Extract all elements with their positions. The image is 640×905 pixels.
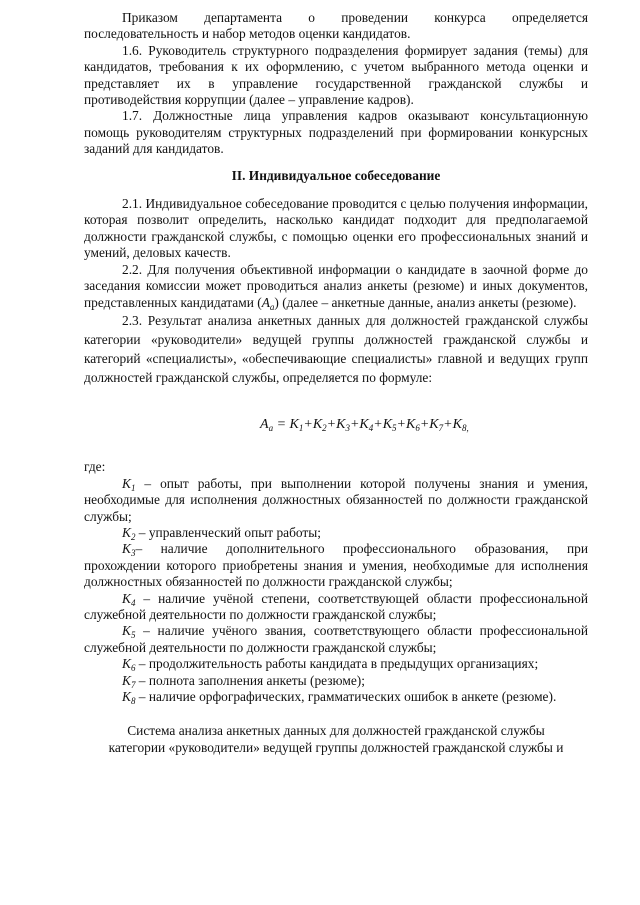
formula-plus: + <box>326 416 337 432</box>
definition-text: – полнота заполнения анкеты (резюме); <box>135 672 365 688</box>
definition-text: – наличие учёной степени, соответствующей области профессиональной служебной деятельности по должности гражданской службы; <box>84 590 588 622</box>
definition-item <box>84 525 588 541</box>
definition-variable: K <box>122 672 131 688</box>
formula-term-subscript: 6 <box>415 422 420 433</box>
formula-plus: + <box>396 416 406 432</box>
definition-subscript: 6 <box>130 663 136 674</box>
definition-subscript: 5 <box>130 630 136 641</box>
formula-term-variable: K <box>336 416 346 432</box>
paragraph-2-2 <box>84 262 588 311</box>
section-heading: II. Индивидуальное собеседование <box>231 167 441 183</box>
paragraph-1-7: 1.7. Должностные лица управления кадров оказывают консультационную помощь руководителям структурных подразделений при формировании конкурсных заданий для кандидатов. <box>84 108 588 157</box>
definition-variable: K <box>122 524 131 540</box>
definition-subscript: 8 <box>130 696 136 706</box>
definition-item <box>84 476 588 525</box>
definition-subscript: 7 <box>130 679 136 690</box>
definition-subscript: 2 <box>130 531 136 542</box>
paragraph-2-3: 2.3. Результат анализа анкетных данных для должностей гражданской службы категории «руководители» ведущей группы должностей гражданской службы и категорий «специалисты», «обеспечивающие специалисты» главной и ведущих групп должностей гражданской службы, определяется по формуле: <box>84 312 588 385</box>
formula-term-subscript: 4 <box>368 422 374 433</box>
formula-lhs-subscript: a <box>268 422 274 433</box>
definition-variable: K <box>122 623 131 639</box>
definition-variable: K <box>122 541 131 557</box>
formula-term-subscript: 8, <box>461 422 469 433</box>
formula-lhs: A <box>260 416 269 432</box>
paragraph-2-2-after: ) (далее – анкетные данные, анализ анкеты (резюме). <box>274 294 577 310</box>
formula-plus: + <box>419 416 430 432</box>
definition-text: – наличие дополнительного профессионального образования, при прохождении которого приобретены знания и умения, необходимые для исполнения должностных обязанностей по должности гражданской службы; <box>84 541 588 590</box>
definition-subscript: 3 <box>130 548 136 559</box>
definition-variable: K <box>122 656 131 672</box>
formula-plus: + <box>349 416 360 432</box>
formula-plus: + <box>303 416 313 432</box>
definition-subscript: 1 <box>130 482 136 493</box>
formula-term-subscript: 1 <box>298 422 304 433</box>
formula-term-variable: K <box>429 416 439 432</box>
definition-text: – наличие орфографических, грамматических ошибок в анкете (резюме). <box>135 689 557 704</box>
definition-text: – управленческий опыт работы; <box>135 524 322 540</box>
formula <box>84 417 588 433</box>
definition-variable: K <box>122 689 131 704</box>
formula-term-subscript: 2 <box>322 422 327 433</box>
definition-text: – продолжительность работы кандидата в предыдущих организациях; <box>135 656 539 672</box>
definition-subscript: 4 <box>130 597 136 608</box>
definition-item <box>84 623 588 656</box>
formula-term-variable: K <box>312 416 323 432</box>
definition-item <box>84 541 588 590</box>
definition-item <box>84 656 588 672</box>
formula-plus: + <box>373 416 383 432</box>
where-label: где: <box>84 459 106 475</box>
paragraph-2-1: 2.1. Индивидуальное собеседование проводится с целью получения информации, которая позволит определить, насколько кандидат подходит для предполагаемой должности гражданской службы, с помощью оценки его профессиональных знаний и умений, деловых качеств. <box>84 196 588 261</box>
formula-plus: + <box>443 416 453 432</box>
definition-text: – наличие учёного звания, соответствующего области профессиональной служебной деятельности по должности гражданской службы; <box>84 623 588 655</box>
definition-item <box>84 673 588 689</box>
formula-term-variable: K <box>359 416 369 432</box>
formula-term-variable: K <box>289 416 299 432</box>
variable-a: A <box>261 294 270 310</box>
definition-item <box>84 689 588 705</box>
definition-item <box>84 591 588 624</box>
paragraph-2-2-before: 2.2. Для получения объективной информации о кандидате в заочной форме до заседания комиссии может проводиться анализ анкеты (резюме) и иных документов, представленных кандидатами ( <box>84 261 588 310</box>
formula-term-variable: K <box>382 416 393 432</box>
definition-variable: K <box>122 590 131 606</box>
formula-term-subscript: 5 <box>392 422 397 433</box>
definition-variable: K <box>122 475 131 491</box>
formula-term-subscript: 7 <box>438 422 444 433</box>
paragraph-intro: Приказом департамента о проведении конкурса определяется последовательность и набор методов оценки кандидатов. <box>84 10 588 42</box>
paragraph-1-6: 1.6. Руководитель структурного подразделения формирует задания (темы) для кандидатов, требования к их оформлению, с учетом выбранного метода оценки и представляет их в управление государственной гражданской службы и противодействия коррупции (далее – управление кадров). <box>84 42 588 108</box>
caption-line-2: категории «руководители» ведущей группы должностей гражданской службы и <box>108 739 564 755</box>
definitions-list <box>84 476 588 706</box>
formula-term-subscript: 3 <box>345 422 350 433</box>
variable-a-subscript: a <box>269 301 275 312</box>
formula-term-variable: K <box>452 416 462 432</box>
definition-text: – опыт работы, при выполнении которой получены знания и умения, необходимые для исполнения должностных обязанностей по должности гражданской службы; <box>84 475 588 524</box>
formula-term-variable: K <box>406 416 416 432</box>
formula-equals: = <box>273 416 290 432</box>
formula-terms <box>290 417 469 432</box>
caption-line-1: Система анализа анкетных данных для должностей гражданской службы <box>127 723 545 739</box>
